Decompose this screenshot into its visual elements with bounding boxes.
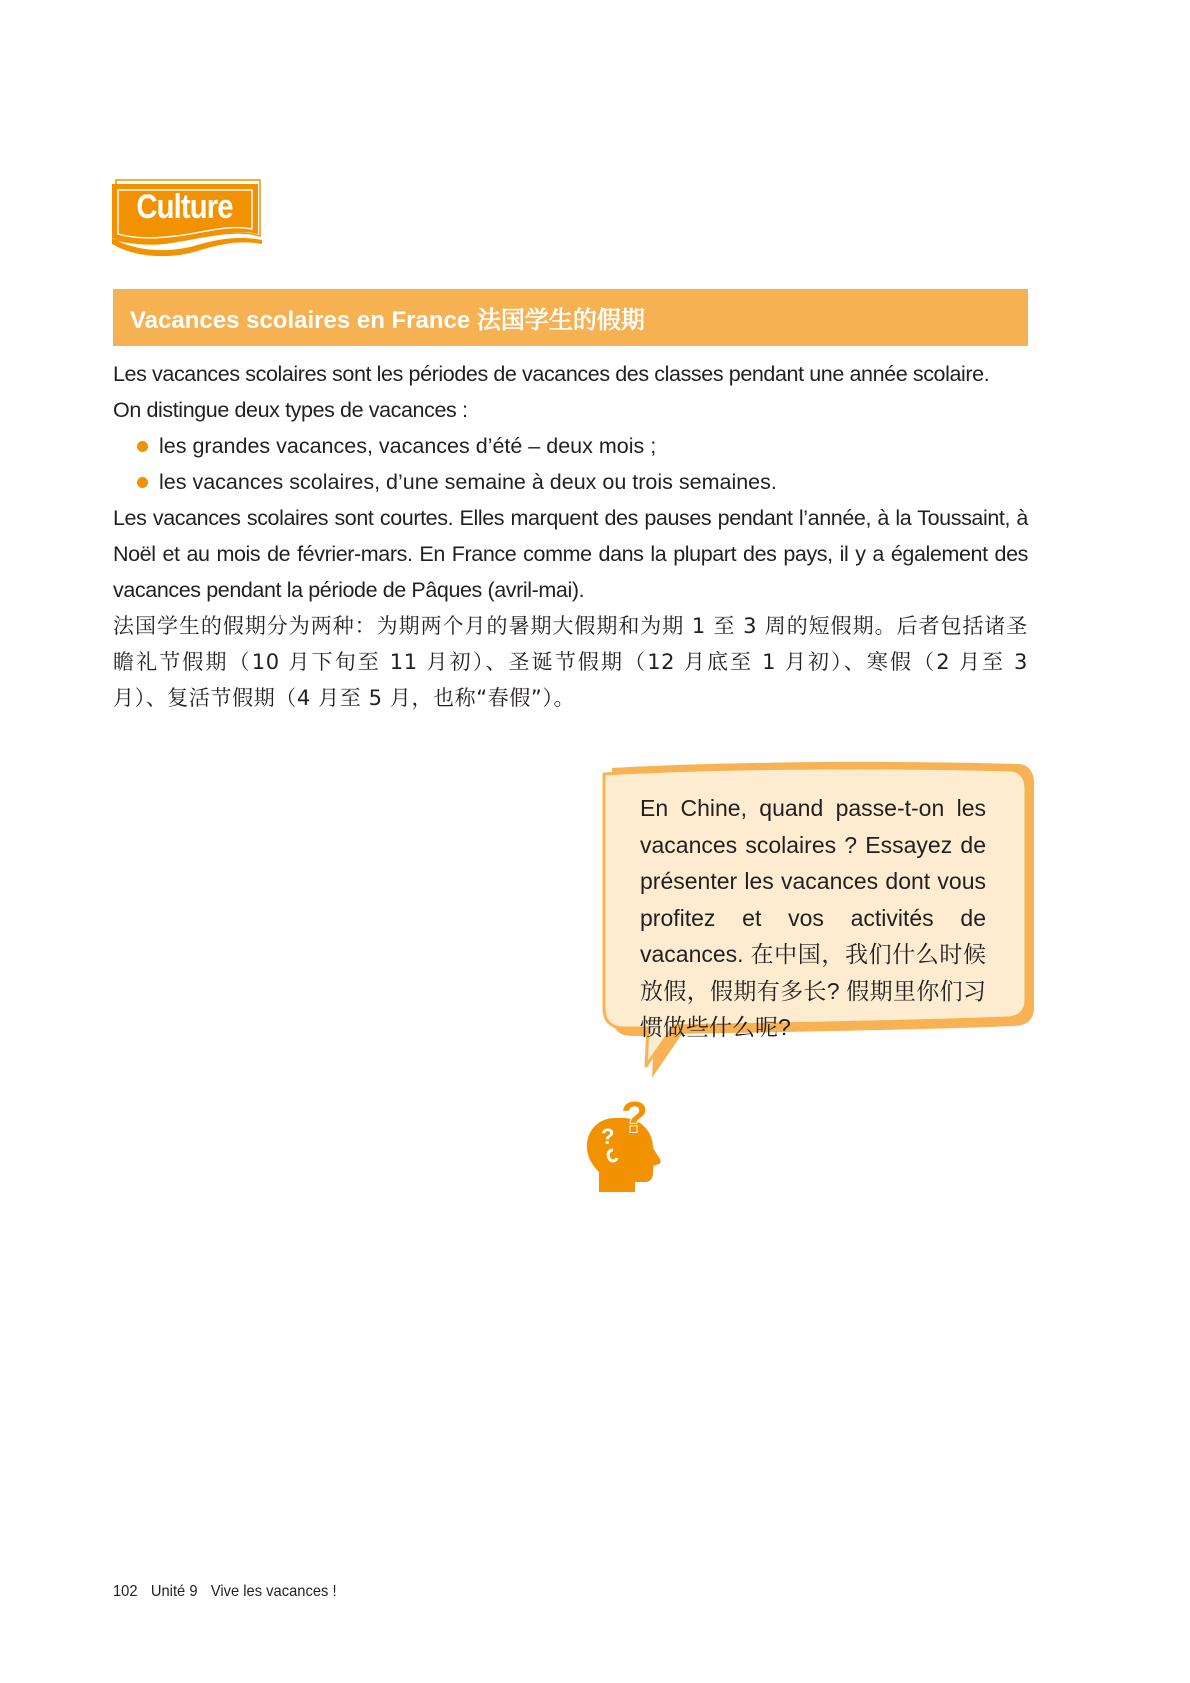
bullet-text: les vacances scolaires, d’une semaine à deux ou trois semaines. [159,470,777,494]
bullet-text: les grandes vacances, vacances d’été – deux mois ; [159,434,657,458]
chinese-paragraph: 法国学生的假期分为两种：为期两个月的暑期大假期和为期 1 至 3 周的短假期。后者包括诸圣瞻礼节假期（10 月下旬至 11 月初）、圣诞节假期（12 月底至 1 月初）、寒假（2 月至 3 月）、复活节假期（4 月至 5 月，也称“春假”）。 [113,614,1028,710]
unit-label: Unité 9 [150,1583,198,1600]
holidays-paragraph: Les vacances scolaires sont courtes. Elles marquent des pauses pendant l’année, à la Toussaint, à Noël et au mois de février-mars. En France comme dans la plupart des pays, il y a également des vacances pendant la période de Pâques (avril-mai). [113,506,1028,602]
body-text [113,356,1028,716]
section-header-bar [113,289,1028,346]
intro-paragraph: Les vacances scolaires sont les périodes de vacances des classes pendant une année scolaire. [113,362,990,386]
speech-bubble [598,760,1036,1090]
unit-title: Vive les vacances ! [210,1583,337,1600]
page-footer [113,1583,346,1601]
orange-bullet-icon [137,441,148,452]
section-title: Vacances scolaires en France 法国学生的假期 [130,307,645,334]
culture-badge [112,178,264,258]
page-number: 102 [113,1583,138,1600]
orange-bullet-icon [137,477,148,488]
thinking-head-question-icon [585,1088,669,1196]
bullet-item [113,428,1028,464]
svg-text:?: ? [621,1093,648,1142]
types-intro: On distingue deux types de vacances : [113,398,468,422]
bullet-item [113,464,1028,500]
culture-label: Culture [136,188,233,226]
svg-text:?: ? [601,1124,615,1149]
bubble-question-text: En Chine, quand passe-t-on les vacances scolaires ? Essayez de présenter les vacances dont vous profitez et vos activités de vacances. 在中国，我们什么时候放假，假期有多长? 假期里你们习惯做些什么呢? [640,795,986,1040]
